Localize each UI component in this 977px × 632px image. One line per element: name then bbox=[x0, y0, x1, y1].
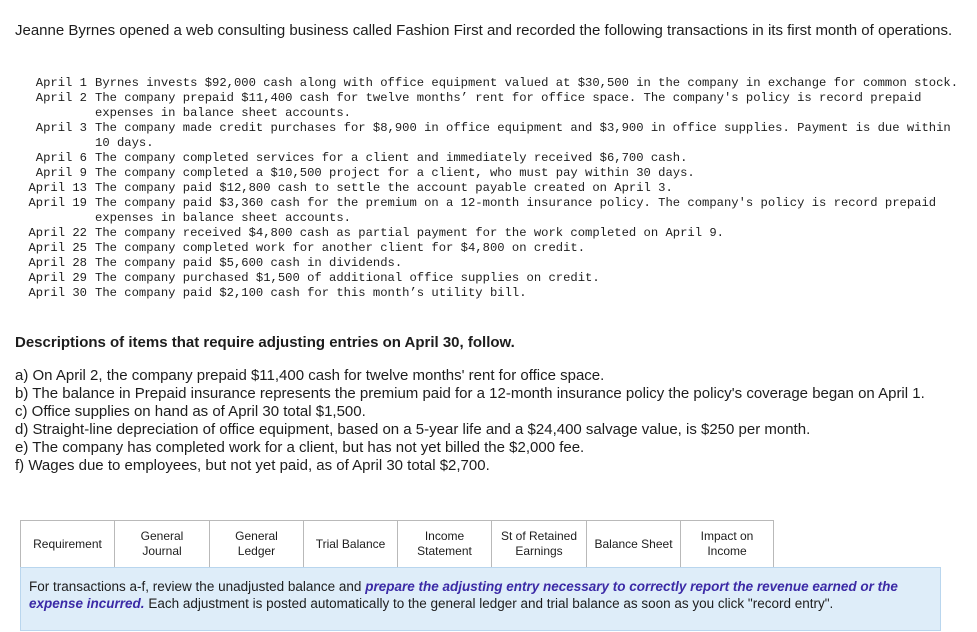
tab-trial-balance[interactable] bbox=[303, 520, 397, 568]
adjustment-item-e: e) The company has completed work for a client, but has not yet billed the $2,000 fee. bbox=[15, 439, 585, 456]
instruction-panel bbox=[20, 567, 941, 631]
transaction-date: April 3 bbox=[35, 121, 87, 135]
tab-label: Requirement bbox=[33, 536, 102, 551]
adjustments-heading: Descriptions of items that require adjusting entries on April 30, follow. bbox=[15, 334, 515, 351]
tab-label: General bbox=[140, 529, 184, 543]
tab-label: Income bbox=[424, 529, 465, 543]
transaction-text: The company completed work for another client for $4,800 on credit. bbox=[95, 241, 586, 255]
transaction-date: April 13 bbox=[28, 181, 87, 195]
transaction-row bbox=[14, 181, 964, 196]
tab-label: Income bbox=[707, 544, 747, 558]
transaction-row bbox=[14, 91, 964, 121]
transaction-row bbox=[14, 151, 964, 166]
transaction-date: April 6 bbox=[35, 151, 87, 165]
transaction-date: April 9 bbox=[35, 166, 87, 180]
transaction-date: April 1 bbox=[35, 76, 87, 90]
transaction-text: The company completed services for a client and immediately received $6,700 cash. bbox=[95, 151, 688, 165]
tab-label: Trial Balance bbox=[315, 536, 386, 551]
tab-label: Impact on bbox=[700, 529, 754, 543]
transaction-date: April 30 bbox=[28, 286, 87, 300]
tab-income-statement[interactable] bbox=[397, 520, 491, 568]
tab-retained-earnings[interactable] bbox=[491, 520, 586, 568]
transaction-text: The company completed a $10,500 project for a client, who must pay within 30 days. bbox=[95, 166, 695, 180]
transaction-text: The company paid $5,600 cash in dividends. bbox=[95, 256, 403, 270]
transaction-text: The company made credit purchases for $8,900 in office equipment and $3,900 in office supplies. Payment is due within 10 days. bbox=[95, 121, 951, 150]
adjustment-item-d: d) Straight-line depreciation of office equipment, based on a 5-year life and a $24,400 salvage value, is $250 per month. bbox=[15, 421, 811, 438]
transaction-text: The company paid $12,800 cash to settle the account payable created on April 3. bbox=[95, 181, 673, 195]
adjustment-item-a: a) On April 2, the company prepaid $11,400 cash for twelve months' rent for office space. bbox=[15, 367, 605, 384]
instruction-text: For transactions a-f, review the unadjusted balance and bbox=[29, 579, 366, 594]
adjustment-item-f: f) Wages due to employees, but not yet paid, as of April 30 total $2,700. bbox=[15, 457, 490, 474]
tab-label: St of Retained bbox=[500, 529, 578, 543]
transaction-row bbox=[14, 256, 964, 271]
tab-balance-sheet[interactable] bbox=[586, 520, 680, 568]
transaction-date: April 22 bbox=[28, 226, 87, 240]
transaction-text: The company paid $3,360 cash for the premium on a 12-month insurance policy. The company's policy is record prepaid expenses in balance sheet accounts. bbox=[95, 196, 937, 225]
transaction-text: The company purchased $1,500 of additional office supplies on credit. bbox=[95, 271, 600, 285]
transaction-row bbox=[14, 271, 964, 286]
transaction-date: April 2 bbox=[35, 91, 87, 105]
transaction-date: April 19 bbox=[28, 196, 87, 210]
transaction-row bbox=[14, 241, 964, 256]
instruction-text-end: Each adjustment is posted automatically to the general ledger and trial balance as soon as you click "record entry". bbox=[144, 596, 834, 611]
transaction-row bbox=[14, 166, 964, 181]
transaction-text: Byrnes invests $92,000 cash along with office equipment valued at $30,500 in the company in exchange for common stock. bbox=[95, 76, 959, 90]
transactions-list bbox=[14, 76, 964, 301]
tab-label: General bbox=[235, 529, 278, 543]
transaction-row bbox=[14, 76, 964, 91]
transaction-row bbox=[14, 286, 964, 301]
tab-label: Ledger bbox=[237, 544, 276, 558]
instruction-emphasis: prepare the adjusting entry necessary to correctly report the revenue earned or the expense incurred. bbox=[29, 579, 898, 611]
transaction-date: April 29 bbox=[28, 271, 87, 285]
transaction-row bbox=[14, 226, 964, 241]
tab-label: Earnings bbox=[515, 544, 563, 558]
intro-paragraph: Jeanne Byrnes opened a web consulting business called Fashion First and recorded the following transactions in its first month of operations. bbox=[15, 22, 953, 39]
tab-label: Journal bbox=[142, 544, 182, 558]
tab-requirement[interactable] bbox=[20, 520, 114, 568]
requirement-tabs bbox=[20, 520, 774, 568]
transaction-text: The company paid $2,100 cash for this month’s utility bill. bbox=[95, 286, 527, 300]
tab-general-journal[interactable] bbox=[114, 520, 209, 568]
transaction-text: The company received $4,800 cash as partial payment for the work completed on April 9. bbox=[95, 226, 724, 240]
tab-general-ledger[interactable] bbox=[209, 520, 303, 568]
adjustment-item-c: c) Office supplies on hand as of April 30 total $1,500. bbox=[15, 403, 366, 420]
transaction-row bbox=[14, 121, 964, 151]
transaction-text: The company prepaid $11,400 cash for twelve months’ rent for office space. The company's policy is record prepaid expenses in balance sheet accounts. bbox=[95, 91, 922, 120]
tab-label: Statement bbox=[417, 544, 472, 558]
tab-label: Balance Sheet bbox=[594, 536, 673, 551]
transaction-row bbox=[14, 196, 964, 226]
tab-impact-on-income[interactable] bbox=[680, 520, 774, 568]
adjustments-list bbox=[15, 367, 965, 475]
transaction-date: April 25 bbox=[28, 241, 87, 255]
transaction-date: April 28 bbox=[28, 256, 87, 270]
adjustment-item-b: b) The balance in Prepaid insurance represents the premium paid for a 12-month insurance policy the policy's coverage began on April 1. bbox=[15, 385, 925, 402]
